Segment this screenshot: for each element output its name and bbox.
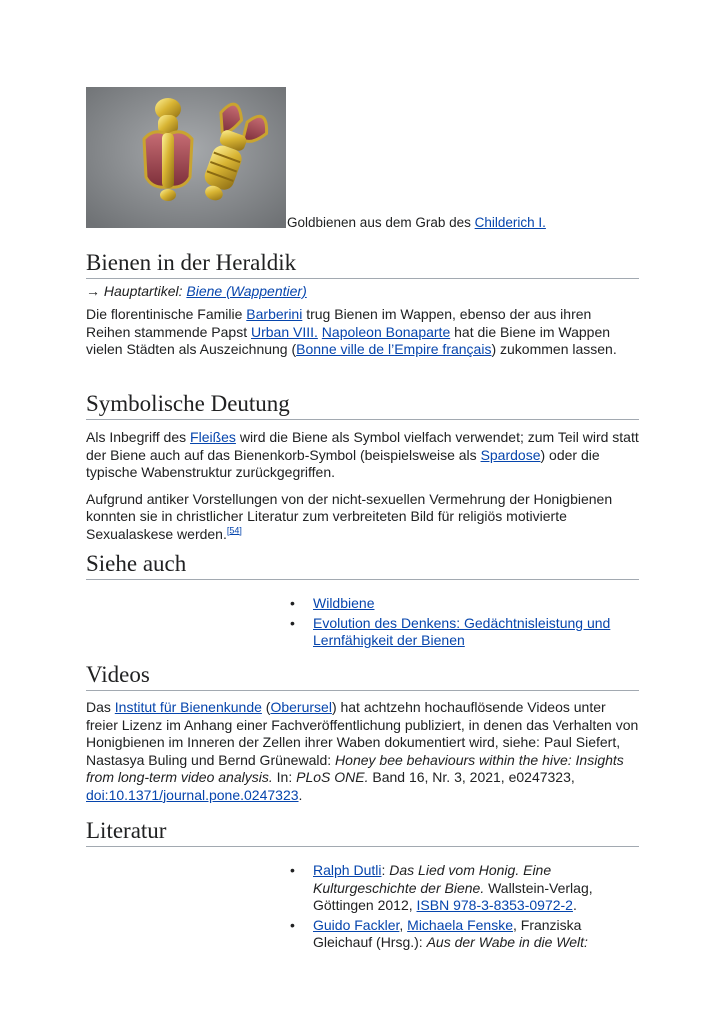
text-run: ) hat achtzehn hochauflösende Videos unter freier Lizenz im Anhang einer Fachveröffentlichung publiziert, in denen das Verhalten von Honigbienen im Inneren der Zellen ihrer Waben dokumentiert wird, siehe: Paul Siefert, Nastasya Buling und Bernd Grünewald: <box>86 699 639 768</box>
caption-link-childerich[interactable]: Childerich I. <box>474 215 546 230</box>
text-run: Aufgrund antiker Vorstellungen von der nicht-sexuellen Vermehrung der Honigbienen konnten sie in christlicher Literatur zum verbreiteten Bild für religiös motivierte Sexualaskese werden. <box>86 490 613 542</box>
inline-link[interactable]: doi:10.1371/journal.pone.0247323 <box>86 786 299 803</box>
inline-link[interactable]: Oberursel <box>270 699 332 715</box>
text-run: ) zukommen lassen. <box>491 341 617 357</box>
italic-text: Das Lied vom Honig. Eine Kulturgeschichte der Biene. <box>313 862 552 896</box>
text-run: ) oder die typische Wabenstruktur zurückgegriffen. <box>86 446 600 480</box>
text-run: , <box>399 916 408 933</box>
text-run: Als Inbegriff des <box>86 429 191 445</box>
text-run: , Franziska Gleichauf (Hrsg.): <box>313 916 582 950</box>
section-literatur <box>86 818 639 847</box>
inline-link[interactable]: Bonne ville de l’Empire français <box>296 341 492 357</box>
text-run: Band 16, Nr. 3, 2021, e0247323, <box>368 769 575 785</box>
inline-link[interactable]: Napoleon Bonaparte <box>321 323 451 340</box>
list-item <box>287 615 639 650</box>
inline-link[interactable]: Urban VIII. <box>250 323 318 340</box>
reference-superscript <box>227 525 242 535</box>
section-siehe-auch <box>86 551 639 580</box>
hatnote <box>86 283 639 300</box>
literatur-list <box>287 862 639 952</box>
text-run: : <box>381 862 390 878</box>
siehe-auch-list <box>287 595 639 650</box>
inline-link[interactable]: Guido Fackler <box>313 916 400 933</box>
reference-link[interactable]: [54] <box>226 524 242 535</box>
italic-text: PLoS ONE. <box>296 769 369 785</box>
link-evolution-des-denkens[interactable]: Evolution des Denkens: Gedächtnisleistung und Lernfähigkeit der Bienen <box>313 614 611 648</box>
link-wildbiene[interactable]: Wildbiene <box>313 595 375 611</box>
heading-literatur: Literatur <box>86 818 639 847</box>
text-run: hat die Biene im Wappen vielen Städten als Auszeichnung ( <box>86 323 611 357</box>
text-run: . <box>572 897 577 913</box>
figure-caption <box>287 215 546 230</box>
inline-link[interactable]: Ralph Dutli <box>313 862 382 878</box>
inline-link[interactable]: Barberini <box>246 306 303 322</box>
list-item <box>287 917 639 952</box>
hatnote-link[interactable]: Biene (Wappentier) <box>186 283 307 299</box>
inline-link[interactable]: Institut für Bienenkunde <box>114 699 262 715</box>
inline-link[interactable]: ISBN 978-3-8353-0972-2 <box>416 897 573 913</box>
text-run: In: <box>272 769 297 785</box>
list-item <box>287 595 639 613</box>
inline-link[interactable]: Michaela Fenske <box>407 916 513 933</box>
inline-link[interactable]: Fleißes <box>190 429 236 445</box>
caption-text: Goldbienen aus dem Grab des <box>287 215 475 230</box>
section-videos <box>86 662 639 804</box>
text-run: Wallstein-Verlag, Göttingen 2012, <box>313 879 593 913</box>
siehe-auch-list-container <box>287 595 639 652</box>
list-item <box>287 862 639 915</box>
section-symbolik <box>86 391 639 543</box>
text-run: . <box>298 786 303 803</box>
golden-bees-illustration <box>86 87 286 228</box>
videos-paragraph <box>86 699 639 804</box>
heading-symbolik: Symbolische Deutung <box>86 391 639 420</box>
symbolik-paragraph-2 <box>86 491 639 544</box>
hatnote-prefix: → Hauptartikel: <box>86 283 187 299</box>
text-run: trug Bienen im Wappen, ebenso der aus ihren Reihen stammende Papst <box>86 306 592 340</box>
italic-text: Honey bee behaviours within the hive: Insights from long-term video analysis. <box>86 751 624 785</box>
literatur-list-container <box>287 862 639 954</box>
symbolik-paragraph-1 <box>86 429 639 482</box>
inline-link[interactable]: Spardose <box>480 446 541 463</box>
heading-heraldik: Bienen in der Heraldik <box>86 250 639 279</box>
heading-videos: Videos <box>86 662 639 691</box>
text-run: Das <box>86 699 115 715</box>
text-run: ( <box>261 699 271 715</box>
heading-siehe-auch: Siehe auch <box>86 551 639 580</box>
italic-text: Aus der Wabe in die Welt: <box>426 934 588 950</box>
heraldik-paragraph <box>86 306 639 359</box>
golden-bees-image[interactable] <box>86 87 286 228</box>
text-run: wird die Biene als Symbol vielfach verwendet; zum Teil wird statt der Biene auch auf das Bienenkorb-Symbol (beispielsweise als <box>86 429 639 463</box>
text-run: Die florentinische Familie <box>86 306 247 322</box>
section-heraldik <box>86 250 639 359</box>
